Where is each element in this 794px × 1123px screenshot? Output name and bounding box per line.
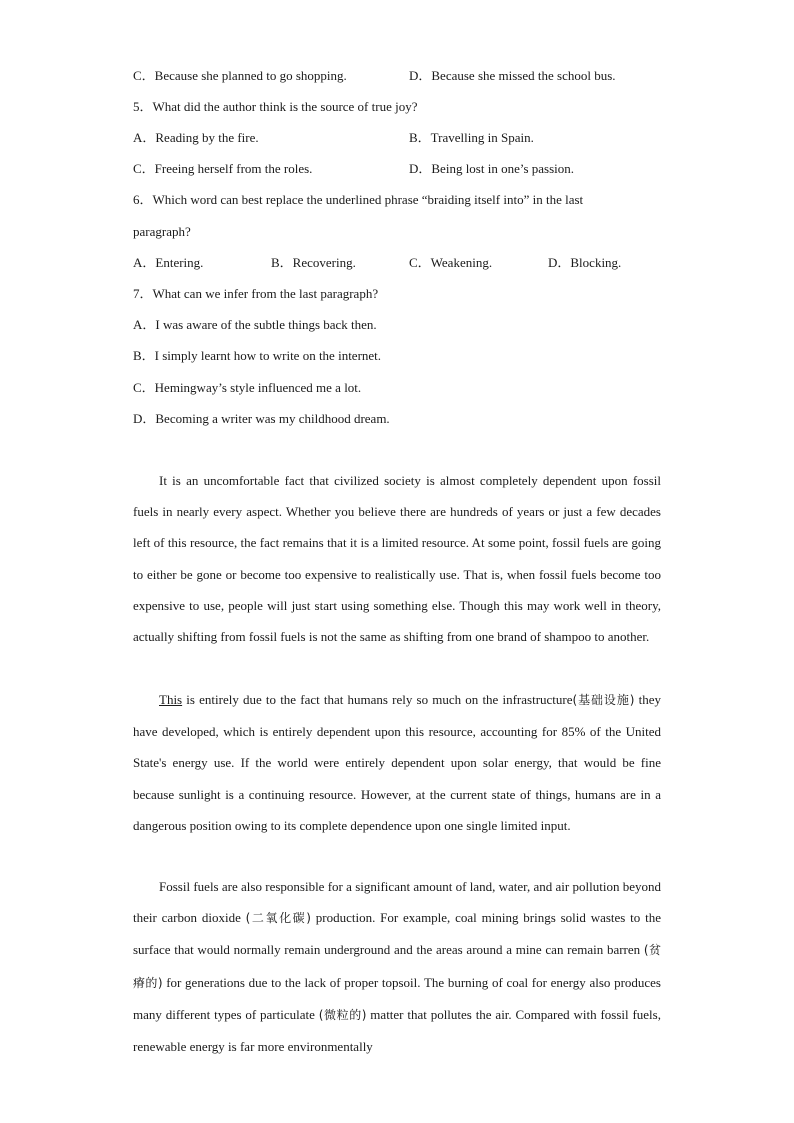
- q7-option-a: A．I was aware of the subtle things back then.: [133, 317, 377, 332]
- paragraph-3-text-part3: for generations due to the lack of proper topsoil. The burning of coal for energy also produces many different types of particulate: [133, 974, 661, 1022]
- q7-option-b: B．I simply learnt how to write on the internet.: [133, 348, 382, 363]
- passage-paragraph-3: [133, 871, 661, 1062]
- q6-stem-line2: paragraph?: [133, 224, 191, 239]
- q6-option-c: C．Weakening.: [409, 255, 493, 270]
- q6-option-d: D．Blocking.: [548, 255, 622, 270]
- q7-option-c: C．Hemingway’s style influenced me a lot.: [133, 380, 362, 395]
- paragraph-3-text-part4: matter that pollutes the air. Compared with fossil fuels, renewable energy is far more environmentally: [133, 1006, 661, 1055]
- paragraph-3-text-part1: Fossil fuels are also responsible for a significant amount of land, water, and air pollution beyond their carbon dioxide: [133, 879, 661, 926]
- q4-option-c: C．Because she planned to go shopping.: [133, 68, 347, 83]
- q5-option-b: B．Travelling in Spain.: [409, 130, 534, 145]
- paragraph-2-text-part1: is entirely due to the fact that humans rely so much on the infrastructure: [182, 692, 573, 707]
- passage-paragraph-2: [133, 684, 661, 841]
- q6-stem-line1: 6．Which word can best replace the underlined phrase “braiding itself into” in the last: [133, 192, 584, 207]
- gloss-carbon-dioxide: (二氧化碳): [245, 911, 311, 926]
- gloss-infrastructure: (基础设施): [572, 693, 635, 707]
- paragraph-2-text-part2: they have developed, which is entirely dependent upon this resource, accounting for 85% of the United State's energy use. If the world were entirely dependent upon solar energy, that would be fine because sunlight is a continuing resource. However, at the current state of things, humans are in a dangerous position owing to its complete dependence upon one single limited input.: [133, 692, 661, 833]
- q4-options-cd: [133, 68, 661, 84]
- gloss-particulate: (微粒的): [318, 1007, 367, 1022]
- q5-options-ab: [133, 130, 661, 146]
- passage-paragraph-1: [133, 465, 661, 652]
- underlined-this: This: [159, 692, 183, 707]
- q7-option-d: D．Becoming a writer was my childhood dream.: [133, 411, 390, 426]
- q5-option-c: C．Freeing herself from the roles.: [133, 161, 313, 176]
- q5-stem: 5．What did the author think is the source of true joy?: [133, 99, 418, 114]
- q5-option-d: D．Being lost in one’s passion.: [409, 161, 575, 176]
- paragraph-3-text-part2: production. For example, coal mining brings solid wastes to the surface that would normally remain underground and the areas around a mine can remain barren: [133, 910, 662, 958]
- q6-option-a: A．Entering.: [133, 255, 204, 270]
- gloss-barren: (贫瘠的): [133, 943, 661, 990]
- q7-stem: 7．What can we infer from the last paragraph?: [133, 286, 379, 301]
- q6-option-b: B．Recovering.: [271, 255, 356, 270]
- q6-options: [133, 255, 661, 271]
- q5-options-cd: [133, 161, 661, 177]
- paragraph-1-text: It is an uncomfortable fact that civilized society is almost completely dependent upon fossil fuels in nearly every aspect. Whether you believe there are hundreds of years or just a few decades left of this resource, the fact remains that it is a limited resource. At some point, fossil fuels are going to either be gone or become too expensive to realistically use. That is, when fossil fuels become too expensive to use, people will just start using something else. Though this may work well in theory, actually shifting from fossil fuels is not the same as shifting from one brand of shampoo to another.: [133, 473, 661, 645]
- q4-option-d: D．Because she missed the school bus.: [409, 68, 616, 83]
- q5-option-a: A．Reading by the fire.: [133, 130, 259, 145]
